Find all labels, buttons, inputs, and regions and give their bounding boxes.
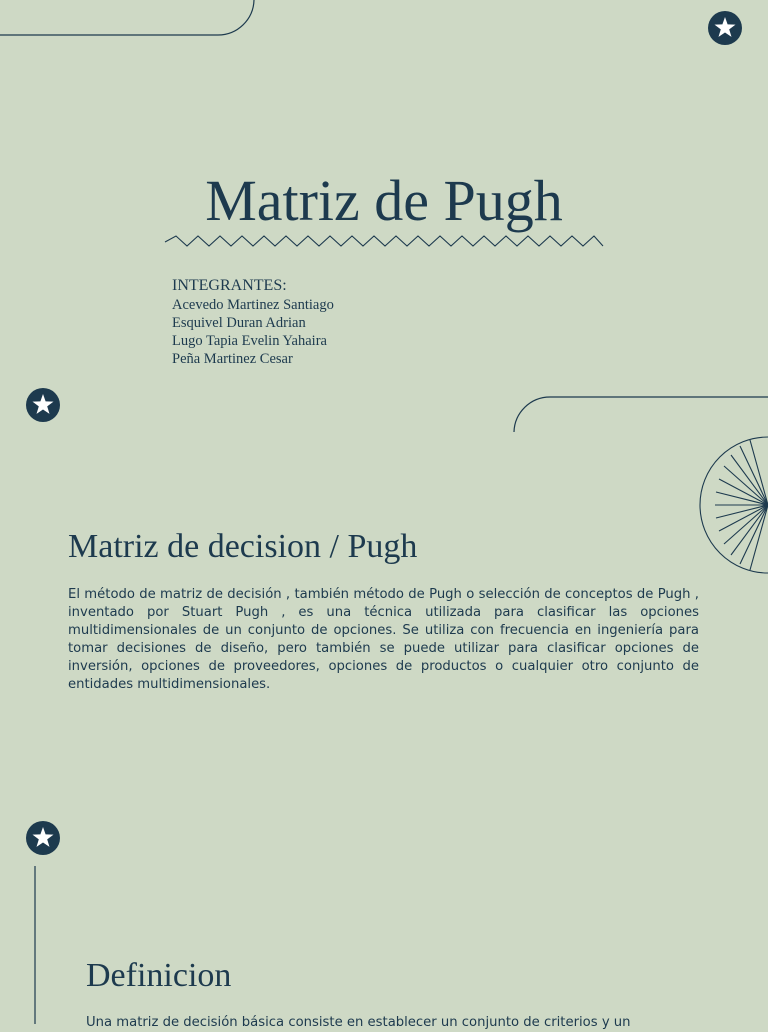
member-name: Esquivel Duran Adrian [172,315,306,331]
corner-line-top-left [0,0,254,35]
members-block [172,276,334,368]
members-label: INTEGRANTES: [172,277,287,294]
section-body-matriz: El método de matriz de decisión , también método de Pugh o selección de conceptos de Pugh , inventado por Stuart Pugh , es una técnica utilizada para clasificar las opciones multidimensionales de un conjunto de opciones. Se utiliza con frecuencia en ingeniería para tomar decisiones de diseño, pero también se puede utilizar para clasificar opciones de inversión, opciones de proveedores, opciones de productos o cualquier otro conjunto de entidades multidimensionales. [68,587,699,692]
section-body-definicion: Una matriz de decisión básica consiste en establecer un conjunto de criterios y un [86,1015,631,1030]
star-badge-icon [708,11,742,45]
corner-line-right [514,397,768,432]
star-badge-icon [26,821,60,855]
member-name: Lugo Tapia Evelin Yahaira [172,333,327,349]
page-title: Matriz de Pugh [205,168,563,233]
section-heading-definicion: Definicion [86,957,232,994]
sunburst-ornament [700,437,768,573]
star-badge-icon [26,388,60,422]
section-heading-matriz: Matriz de decision / Pugh [68,528,418,565]
members-list [172,296,334,368]
wavy-divider [165,236,603,246]
member-name: Peña Martinez Cesar [172,351,293,367]
member-name: Acevedo Martinez Santiago [172,297,334,313]
